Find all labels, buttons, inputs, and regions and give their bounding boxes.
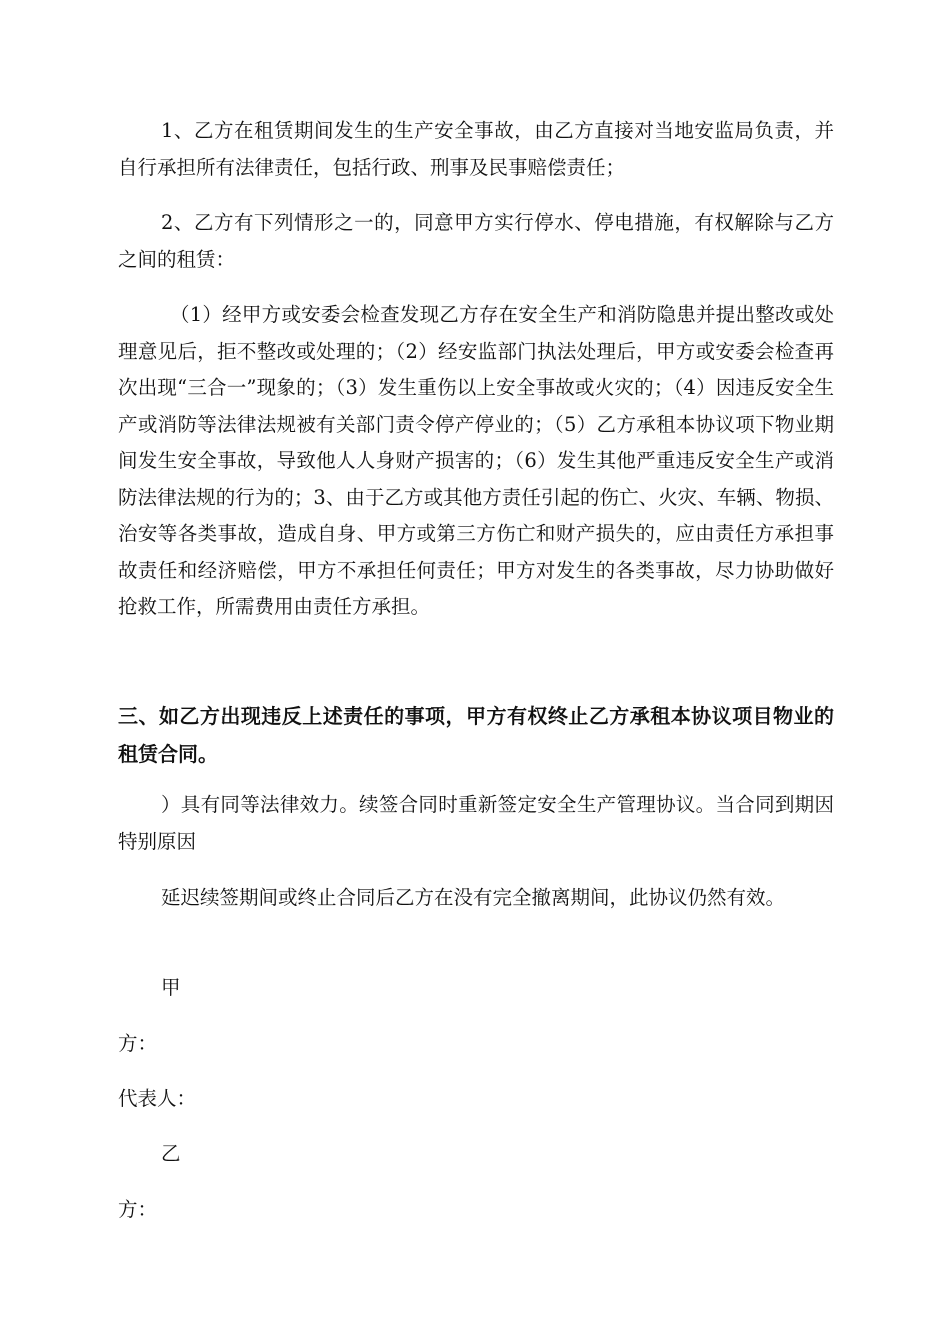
clause-item-1: 1、乙方在租赁期间发生的生产安全事故，由乙方直接对当地安监局负责，并自行承担所有法律责任，包括行政、刑事及民事赔偿责任；	[118, 119, 834, 179]
party-a-suffix: 方：	[118, 1032, 158, 1055]
representative-label: 代表人：	[118, 1087, 197, 1110]
party-a-label: 甲	[161, 976, 181, 999]
extension-paragraph: 延迟续签期间或终止合同后乙方在没有完全撤离期间，此协议仍然有效。	[161, 886, 786, 909]
clause-item-2-details: （1）经甲方或安委会检查发现乙方存在安全生产和消防隐患并提出整改或处理意见后，拒不整改或处理的；（2）经安监部门执法处理后，甲方或安委会检查再次出现“三合一”现象的；（3）发生重伤以上安全事故或火灾的；（4）因违反安全生产或消防等法律法规被有关部门责令停产停业的；（5）乙方承租本协议项下物业期间发生安全事故，导致他人人身财产损害的；（6）发生其他严重违反安全生产或消防法律法规的行为的；3、由于乙方或其他方责任引起的伤亡、火灾、车辆、物损、治安等各类事故，造成自身、甲方或第三方伤亡和财产损失的，应由责任方承担事故责任和经济赔偿，甲方不承担任何责任；甲方对发生的各类事故，尽力协助做好抢救工作，所需费用由责任方承担。	[118, 303, 834, 618]
party-b-suffix: 方：	[118, 1198, 158, 1221]
section-3-heading: 三、如乙方出现违反上述责任的事项，甲方有权终止乙方承租本协议项目物业的租赁合同。	[118, 704, 834, 766]
clause-item-2: 2、乙方有下列情形之一的，同意甲方实行停水、停电措施，有权解除与乙方之间的租赁：	[118, 211, 834, 271]
party-b-label: 乙	[161, 1142, 181, 1165]
validity-paragraph: ）具有同等法律效力。续签合同时重新签定安全生产管理协议。当合同到期因特别原因	[118, 793, 834, 853]
